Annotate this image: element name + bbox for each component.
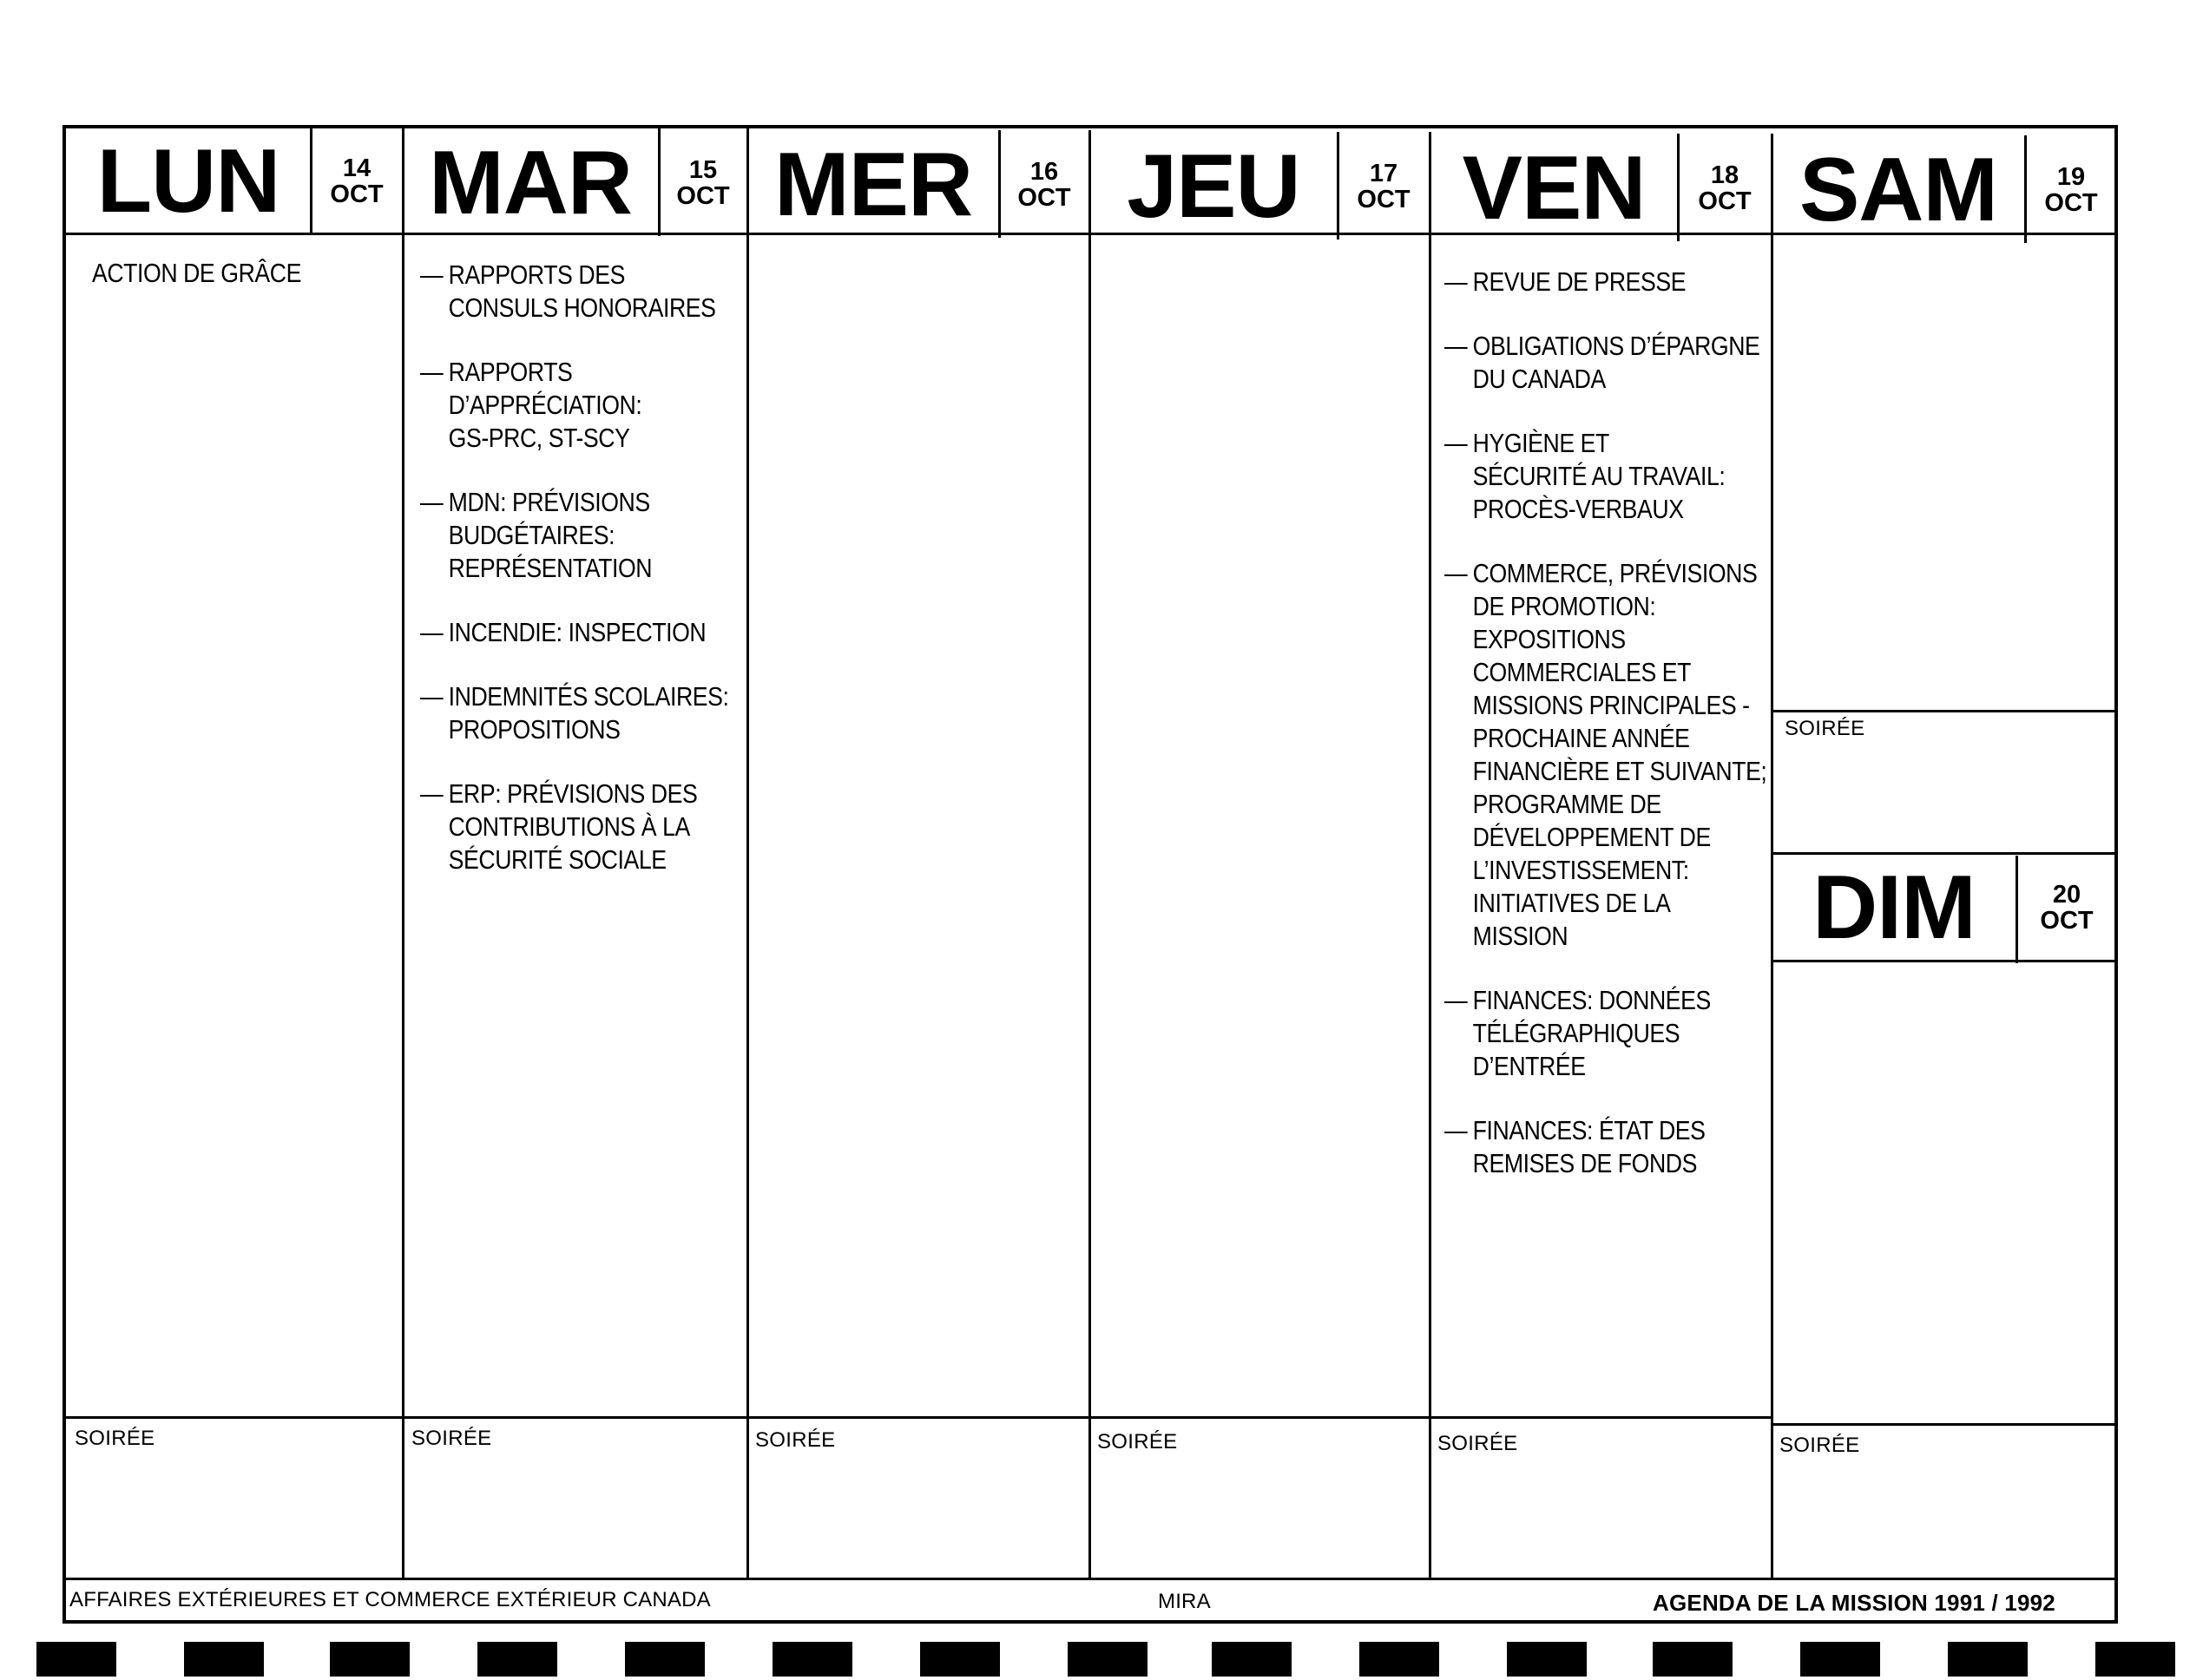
lun-entries [92,257,376,321]
dim-header-bottom-line [1771,960,2116,962]
column-divider [402,127,404,1578]
date-day: 17 [1369,159,1398,187]
day-name-lun: LUN [96,131,280,232]
list-item: — RAPPORTS D’APPRÉCIATION: GS-PRC, ST-SCY [420,356,748,455]
binding-tab [36,1642,116,1677]
list-item: — MDN: PRÉVISIONS BUDGÉTAIRES: REPRÉSENTATION [420,486,748,585]
footer-department: AFFAIRES EXTÉRIEURES ET COMMERCE EXTÉRIEUR CANADA [69,1588,711,1611]
date-month: OCT [676,182,730,210]
day-date-sam [2027,139,2115,241]
date-month: OCT [1017,184,1071,212]
binding-tab [2095,1642,2175,1677]
day-name-sam: SAM [1799,140,1998,240]
list-item: — RAPPORTS DES CONSULS HONORAIRES [420,259,748,325]
binding-tabs [0,1642,2203,1680]
list-item: — COMMERCE, PRÉVISIONS DE PROMOTION: EXPOSITIONS COMMERCIALES ET MISSIONS PRINCIPALES - PROCHAINE ANNÉE FINANCIÈRE ET SUIVANTE; PROGRAMME DE DÉVELOPPEMENT DE L’INVESTISSEMENT: INITIATIVES DE LA MISSION [1444,557,1772,953]
binding-tab [184,1642,264,1677]
list-item: — ERP: PRÉVISIONS DES CONTRIBUTIONS À LA SÉCURITÉ SOCIALE [420,778,748,876]
date-day: 15 [688,155,718,184]
binding-tab [1948,1642,2028,1677]
day-date-mer [1001,134,1088,236]
binding-tab [1653,1642,1733,1677]
column-divider [1088,130,1091,1578]
binding-tab [625,1642,705,1677]
soiree-label-sam: SOIRÉE [1785,717,1865,740]
soiree-label-mar: SOIRÉE [411,1427,492,1450]
day-name-ven: VEN [1462,138,1646,239]
footer-line [66,1578,2116,1580]
column-divider [1429,132,1431,1578]
date-day: 14 [342,154,372,182]
day-name-mar: MAR [429,133,632,233]
binding-tab [1068,1642,1148,1677]
mar-entries [420,259,748,908]
list-item: — INDEMNITÉS SCOLAIRES: PROPOSITIONS [420,680,748,746]
date-month: OCT [330,180,384,208]
soiree-label-mer: SOIRÉE [755,1428,836,1452]
list-item: — FINANCES: DONNÉES TÉLÉGRAPHIQUES D’ENTRÉE [1444,984,1772,1083]
day-date-dim [2018,856,2115,960]
footer-code: MIRA [1158,1590,1211,1613]
binding-tab [920,1642,1000,1677]
list-item: — HYGIÈNE ET SÉCURITÉ AU TRAVAIL: PROCÈS-VERBAUX [1444,427,1772,526]
list-item: — OBLIGATIONS D’ÉPARGNE DU CANADA [1444,330,1772,396]
date-month: OCT [1698,187,1752,215]
date-month: OCT [1357,186,1411,213]
binding-tab [477,1642,557,1677]
list-item: ACTION DE GRÂCE [92,258,301,288]
binding-tab [773,1642,852,1677]
date-day: 19 [2056,162,2086,191]
date-day: 20 [2052,880,2081,909]
day-name-jeu: JEU [1127,136,1300,237]
binding-tab [1507,1642,1587,1677]
binding-tab [1212,1642,1292,1677]
list-item: — REVUE DE PRESSE [1444,266,1772,299]
date-day: 16 [1029,157,1059,186]
soiree-label-lun: SOIRÉE [75,1427,155,1450]
soiree-label-ven: SOIRÉE [1437,1432,1518,1455]
date-month: OCT [2044,189,2098,217]
day-date-ven [1680,137,1770,240]
day-date-lun [312,130,401,233]
soiree-line [66,1416,1772,1419]
day-date-jeu [1339,135,1428,238]
soiree-label-jeu: SOIRÉE [1097,1430,1178,1454]
list-item: — INCENDIE: INSPECTION [420,616,748,649]
binding-tab [330,1642,410,1677]
binding-tab [1359,1642,1439,1677]
dim-header-top-line [1771,852,2116,855]
date-month: OCT [2040,907,2094,935]
day-name-dim: DIM [1812,857,1976,958]
footer-agenda-title: AGENDA DE LA MISSION 1991 / 1992 [1653,1590,2055,1616]
soiree-line [1771,1423,2116,1426]
list-item: — FINANCES: ÉTAT DES REMISES DE FONDS [1444,1114,1772,1180]
date-day: 18 [1710,161,1739,189]
binding-tab [1800,1642,1880,1677]
day-name-mer: MER [773,135,973,235]
soiree-label-sam-lower: SOIRÉE [1779,1434,1860,1457]
day-date-mar [661,132,746,234]
sam-soiree-line [1771,710,2116,712]
ven-entries [1444,266,1772,1211]
